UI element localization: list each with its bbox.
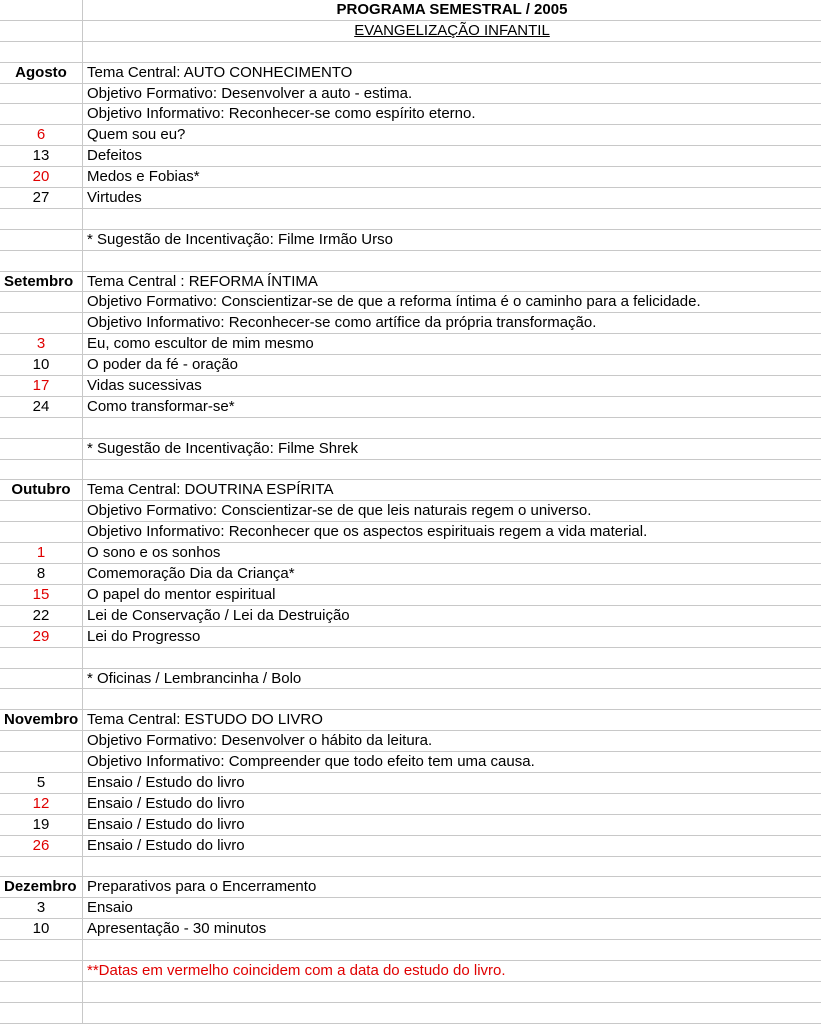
topic-cell: Eu, como escultor de mim mesmo: [87, 335, 314, 353]
month-row-outubro: [0, 480, 821, 501]
date-row: [0, 815, 821, 836]
topic-cell: Quem sou eu?: [87, 126, 186, 144]
date-cell: 20: [0, 167, 83, 187]
date-row: [0, 564, 821, 585]
date-cell: 19: [0, 815, 83, 835]
topic-cell: O poder da fé - oração: [87, 356, 238, 374]
month-row-dezembro: [0, 877, 821, 898]
objective-row: [0, 731, 821, 752]
date-cell: 1: [0, 543, 83, 563]
month-label: Outubro: [0, 480, 83, 500]
empty-row: [0, 982, 821, 1003]
date-cell: 29: [0, 627, 83, 647]
objetivo-formativo: Objetivo Formativo: Desenvolver a auto - estima.: [87, 84, 413, 102]
header-row: [0, 0, 821, 21]
objetivo-informativo: Objetivo Informativo: Compreender que todo efeito tem uma causa.: [87, 753, 535, 771]
date-cell: 6: [0, 125, 83, 145]
date-row: [0, 898, 821, 919]
objetivo-informativo: Objetivo Informativo: Reconhecer-se como espírito eterno.: [87, 105, 476, 123]
objective-row: [0, 752, 821, 773]
topic-cell: Ensaio / Estudo do livro: [87, 773, 245, 791]
empty-row: [0, 209, 821, 230]
topic-cell: Apresentação - 30 minutos: [87, 920, 267, 938]
objetivo-formativo: Objetivo Formativo: Conscientizar-se de que leis naturais regem o universo.: [87, 502, 592, 520]
date-row: [0, 125, 821, 146]
topic-cell: Ensaio: [87, 899, 133, 917]
page-title: PROGRAMA SEMESTRAL / 2005: [336, 1, 568, 18]
objetivo-informativo: Objetivo Informativo: Reconhecer-se como artífice da própria transformação.: [87, 314, 597, 332]
topic-cell: Vidas sucessivas: [87, 377, 202, 395]
date-cell: 10: [0, 355, 83, 375]
note-row: [0, 669, 821, 690]
date-row: [0, 543, 821, 564]
date-row: [0, 627, 821, 648]
date-cell: 27: [0, 188, 83, 208]
note-row: [0, 439, 821, 460]
objective-row: [0, 313, 821, 334]
empty-row: [0, 689, 821, 710]
empty-row: [0, 42, 821, 63]
tema-central: Tema Central: ESTUDO DO LIVRO: [87, 711, 323, 729]
objective-row: [0, 104, 821, 125]
footer-note-row: [0, 961, 821, 982]
date-cell: 3: [0, 334, 83, 354]
topic-cell: Lei de Conservação / Lei da Destruição: [87, 606, 350, 624]
topic-cell: Ensaio / Estudo do livro: [87, 815, 245, 833]
date-row: [0, 397, 821, 418]
tema-central: Tema Central : REFORMA ÍNTIMA: [87, 272, 318, 290]
month-row-agosto: [0, 63, 821, 84]
date-row: [0, 585, 821, 606]
month-label: Dezembro: [0, 877, 83, 897]
topic-cell: Defeitos: [87, 147, 143, 165]
objective-row: [0, 501, 821, 522]
incentive-note: * Sugestão de Incentivação: Filme Shrek: [87, 439, 358, 457]
date-row: [0, 167, 821, 188]
topic-cell: Ensaio / Estudo do livro: [87, 836, 245, 854]
empty-row: [0, 1003, 821, 1024]
objective-row: [0, 292, 821, 313]
date-cell: 24: [0, 397, 83, 417]
empty-row: [0, 251, 821, 272]
note-row: [0, 230, 821, 251]
date-row: [0, 146, 821, 167]
month-label: Novembro: [0, 710, 83, 730]
date-cell: 12: [0, 794, 83, 814]
date-cell: 3: [0, 898, 83, 918]
empty-row: [0, 940, 821, 961]
month-label: Agosto: [0, 63, 83, 83]
date-row: [0, 188, 821, 209]
topic-cell: Comemoração Dia da Criança*: [87, 565, 295, 583]
objetivo-informativo: Objetivo Informativo: Reconhecer que os aspectos espirituais regem a vida material.: [87, 523, 648, 541]
tema-central: Tema Central: DOUTRINA ESPÍRITA: [87, 481, 334, 499]
objective-row: [0, 522, 821, 543]
date-cell: 8: [0, 564, 83, 584]
date-cell: 22: [0, 606, 83, 626]
date-row: [0, 919, 821, 940]
date-row: [0, 334, 821, 355]
incentive-note: * Sugestão de Incentivação: Filme Irmão Urso: [87, 230, 393, 248]
month-label: Setembro: [0, 272, 83, 292]
date-row: [0, 606, 821, 627]
topic-cell: Virtudes: [87, 189, 142, 207]
date-cell: 10: [0, 919, 83, 939]
topic-cell: O sono e os sonhos: [87, 544, 221, 562]
date-cell: 15: [0, 585, 83, 605]
topic-cell: Como transformar-se*: [87, 397, 235, 415]
date-row: [0, 773, 821, 794]
tema-central: Tema Central: AUTO CONHECIMENTO: [87, 63, 353, 81]
empty-row: [0, 648, 821, 669]
date-row: [0, 794, 821, 815]
objective-row: [0, 84, 821, 105]
empty-row: [0, 418, 821, 439]
topic-cell: Ensaio / Estudo do livro: [87, 794, 245, 812]
date-row: [0, 836, 821, 857]
month-row-novembro: [0, 710, 821, 731]
topic-cell: Lei do Progresso: [87, 627, 201, 645]
date-row: [0, 355, 821, 376]
subtitle-row: [0, 21, 821, 42]
date-cell: 13: [0, 146, 83, 166]
date-cell: 26: [0, 836, 83, 856]
month-row-setembro: [0, 272, 821, 293]
date-row: [0, 376, 821, 397]
tema-central: Preparativos para o Encerramento: [87, 878, 317, 896]
empty-row: [0, 857, 821, 878]
page-subtitle: EVANGELIZAÇÃO INFANTIL: [354, 21, 550, 39]
empty-row: [0, 460, 821, 481]
incentive-note: * Oficinas / Lembrancinha / Bolo: [87, 669, 302, 687]
objetivo-formativo: Objetivo Formativo: Desenvolver o hábito da leitura.: [87, 732, 433, 750]
date-cell: 5: [0, 773, 83, 793]
date-cell: 17: [0, 376, 83, 396]
topic-cell: Medos e Fobias*: [87, 168, 200, 186]
footer-note: **Datas em vermelho coincidem com a data do estudo do livro.: [87, 961, 506, 979]
objetivo-formativo: Objetivo Formativo: Conscientizar-se de que a reforma íntima é o caminho para a felicidade.: [87, 293, 701, 311]
topic-cell: O papel do mentor espiritual: [87, 585, 276, 603]
